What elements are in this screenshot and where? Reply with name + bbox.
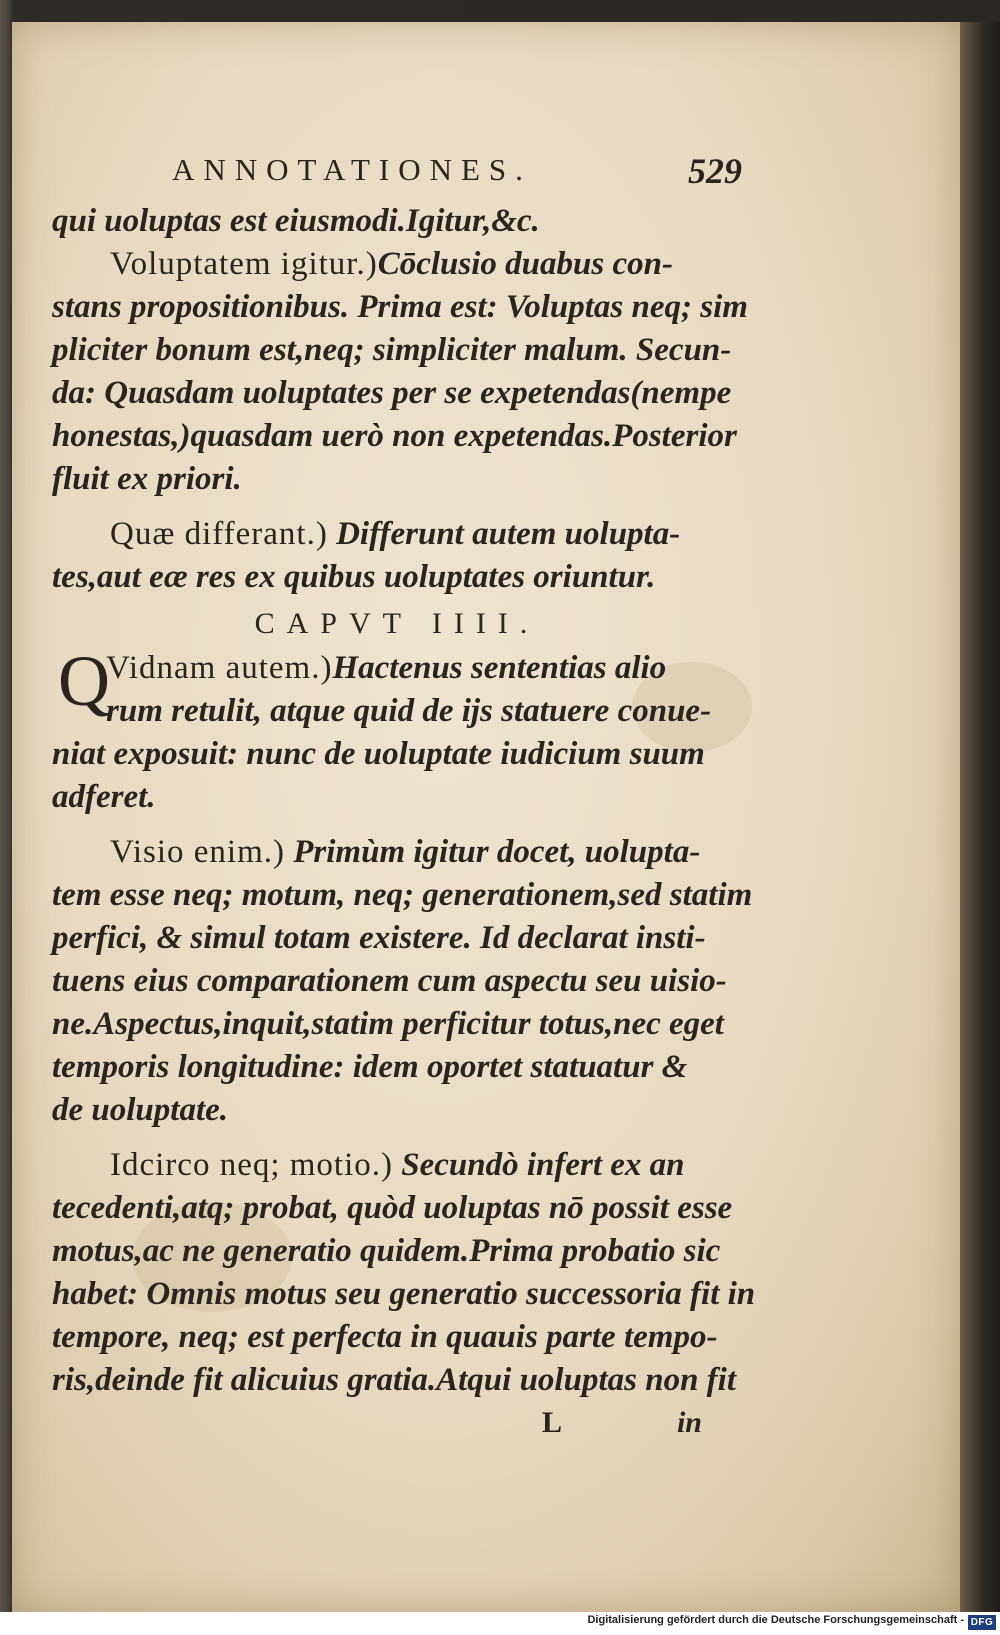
line-text: qui uoluptas est eiusmodi.Igitur,&c.: [52, 203, 540, 239]
text-line: [52, 690, 742, 733]
signature-mark: L: [542, 1406, 563, 1439]
line-text: temporis longitudine: idem oportet statuatur &: [52, 1049, 688, 1085]
text-line: [52, 458, 742, 501]
credit-bar: [0, 1612, 1000, 1635]
lemma: Vidnam autem.): [106, 650, 333, 686]
line-text: Primùm igitur docet, uolupta-: [285, 834, 701, 870]
text-line: [52, 286, 748, 329]
line-text: Secundò infert ex an: [393, 1147, 685, 1183]
catchword: in: [676, 1406, 702, 1439]
text-line: [52, 1144, 742, 1187]
page-spine-shadow: [960, 22, 1000, 1612]
text-line: [52, 917, 742, 960]
line-text: ris,deinde fit alicuius gratia.Atqui uoluptas non fit: [52, 1362, 736, 1398]
chapter-heading: CAPVT IIII.: [254, 607, 540, 640]
line-text: tem esse neq; motum, neq; generationem,sed statim: [52, 877, 753, 913]
page-number: 529: [688, 151, 742, 191]
text-line: [52, 243, 742, 286]
running-head-title: ANNOTATIONES.: [172, 152, 532, 187]
lemma: Voluptatem igitur.): [110, 246, 378, 282]
lemma: Idcirco neq; motio.): [110, 1147, 394, 1183]
text-line: [52, 1187, 742, 1230]
line-text: perfici, & simul totam existere. Id declarat insti-: [52, 920, 706, 956]
dfg-logo-icon: DFG: [968, 1615, 996, 1630]
line-text: stans propositionibus. Prima est: Voluptas neq; sim: [52, 289, 748, 325]
text-line: [52, 329, 742, 372]
line-text: tempore, neq; est perfecta in quauis parte tempo-: [52, 1319, 718, 1355]
line-text: honestas,)quasdam uerò non expetendas.Posterior: [52, 418, 737, 454]
line-text: rum retulit, atque quid de ijs statuere conue-: [106, 693, 712, 729]
text-line: [52, 1316, 742, 1359]
text-line: [52, 776, 742, 819]
text-block: [52, 142, 756, 1452]
text-line: [52, 372, 742, 415]
line-text: niat exposuit: nunc de uoluptate iudicium suum: [52, 736, 705, 772]
lemma: Quæ differant.): [110, 516, 328, 552]
running-head: [52, 142, 742, 200]
drop-initial: Q: [58, 641, 110, 721]
line-text: tes,aut eæ res ex quibus uoluptates oriuntur.: [52, 559, 656, 595]
text-line: [52, 1230, 742, 1273]
book-page: [12, 22, 963, 1612]
lemma: Visio enim.): [110, 834, 286, 870]
line-text: da: Quasdam uoluptates per se expetendas(nempe: [52, 375, 732, 411]
page-footer: [52, 1406, 742, 1452]
line-text: Cōclusio duabus con-: [377, 246, 673, 282]
funding-credit: Digitalisierung gefördert durch die Deutsche Forschungsgemeinschaft -: [587, 1614, 964, 1626]
text-line: [52, 831, 742, 874]
line-text: tecedenti,atq; probat, quòd uoluptas nō possit esse: [52, 1190, 733, 1226]
line-text: Hactenus sententias alio: [332, 650, 667, 686]
text-line: [52, 1359, 742, 1402]
text-line: [52, 1273, 756, 1316]
line-text: tuens eius comparationem cum aspectu seu uisio-: [52, 963, 727, 999]
line-text: pliciter bonum est,neq; simpliciter malum. Secun-: [52, 332, 732, 368]
line-text: motus,ac ne generatio quidem.Prima probatio sic: [52, 1233, 721, 1269]
line-text: ne.Aspectus,inquit,statim perficitur totus,nec eget: [52, 1006, 724, 1042]
text-line: [52, 1003, 742, 1046]
text-line: [52, 200, 742, 243]
line-text: habet: Omnis motus seu generatio successoria fit in: [52, 1276, 756, 1312]
text-line: [52, 733, 742, 776]
text-line: [52, 415, 742, 458]
text-line: [52, 556, 742, 599]
line-text: de uoluptate.: [52, 1092, 229, 1128]
text-line: [52, 1046, 742, 1089]
line-text: Differunt autem uolupta-: [327, 516, 681, 552]
text-line: [52, 1089, 742, 1132]
text-line: [52, 874, 753, 917]
line-text: adferet.: [52, 779, 156, 815]
text-line: [52, 960, 742, 1003]
text-line: [52, 513, 742, 556]
line-text: fluit ex priori.: [52, 461, 242, 497]
